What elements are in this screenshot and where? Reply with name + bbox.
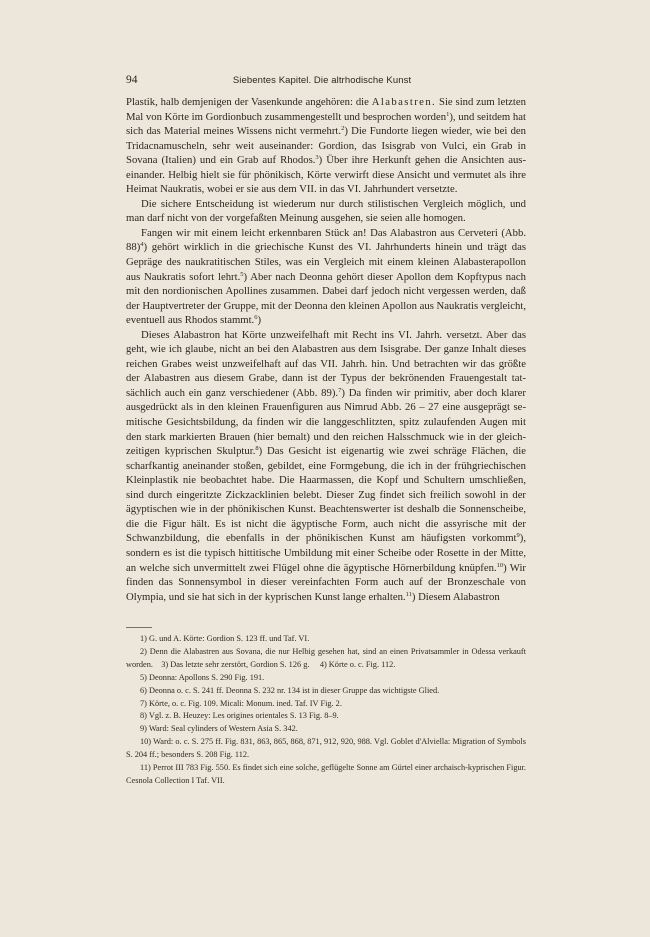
footnote: 10) Ward: o. c. S. 275 ff. Fig. 831, 863, 865, 868, 871, 912, 920, 988. Vgl. Goblet d'Alviella: Migration of Symbols S. 204 ff.; besonders S. 208 Fig. 112. <box>126 737 526 760</box>
footnote: 9) Ward: Seal cylinders of Western Asia S. 342. <box>140 724 298 734</box>
text-run: Fangen wir mit einem leicht erkennbaren Stück an! Das Alabastron aus Cerveteri (Abb. 88) <box>126 226 526 254</box>
page-number: 94 <box>126 74 138 86</box>
footnote: 7) Körte, o. c. Fig. 109. Micali: Monum. ined. Taf. IV Fig. 2. <box>140 698 342 708</box>
emphasized-term: Alabastren. <box>371 96 437 108</box>
footnote-ref: 2 <box>341 125 345 133</box>
text-run: ) Wir finden das Sonnensymbol in dieser vereinfachten Form auch auf der Bronzeschale von Olympia, und sie hat sich in der kyprischen Kunst lange erhalten. <box>126 561 526 603</box>
paragraph <box>126 95 526 197</box>
footnote-ref: 5 <box>240 270 244 278</box>
main-text <box>126 95 526 604</box>
text-run: Plastik, halb demjenigen der Vasenkunde angehören: die <box>126 96 372 108</box>
paragraph: Die sichere Entscheidung ist wiederum nur durch stilistischen Vergleich möglich, und man darf nicht von der vorgefaßten Meinung ausgehen, sie seien alle homogen. <box>126 197 526 225</box>
footnote: 5) Deonna: Apollons S. 290 Fig. 191. <box>140 672 265 682</box>
footnote: 11) Perrot III 783 Fig. 550. Es findet sich eine solche, geflügelte Sonne am Gürtel einer archaisch-kyprischen Figur. Cesnola Collection I Taf. VII. <box>126 763 526 785</box>
footnote-ref: 9 <box>516 532 520 540</box>
footnote-ref: 7 <box>338 386 342 394</box>
running-title: Siebentes Kapitel. Die altrhodische Kunst <box>232 75 412 86</box>
footnote-text: 4) Körte o. c. Fig. 112. <box>319 659 396 669</box>
footnote-ref: 10 <box>496 561 504 569</box>
text-run: ) Über ihre Herkunft gehen die Ansichten auseinander. Helbig hielt sie für phönikisch, Körte verwirft diese Ansicht und vermutet als ihre Heimat Naukratis, wobei er sie aus dem VII. in das VI. Jahrhundert versetzte. <box>126 154 527 196</box>
text-run: ), sondern es ist die typisch hittitische Umbildung mit einer Scheibe oder Rosette in der Mitte, an welche sich unvermittelt zwei Flügel ohne die ägyptische Hörnerbildung knüpfen. <box>126 532 526 574</box>
footnote: 6) Deonna o. c. S. 241 ff. Deonna S. 232 nr. 134 ist in dieser Gruppe das wichtigste Glied. <box>140 685 440 695</box>
footnote-text: 3) Das letzte sehr zerstört, Gordion S. 126 g. <box>161 659 310 669</box>
footnote-ref: 1 <box>446 110 450 118</box>
text-run: ) <box>257 314 262 327</box>
footnote-ref: 3 <box>315 154 319 162</box>
paragraph <box>126 226 526 328</box>
footnote: 1) G. und A. Körte: Gordion S. 123 ff. und Taf. VI. <box>140 634 310 643</box>
text-run: ) Das Gesicht ist eigenartig wie zwei schräge Flächen, die scharfkantig aneinander stoßen, gebildet, eine Formgebung, die ich in der frühgriechischen Kleinplastik nie beobachtet habe. Die Haarmassen, die Kopf und Schultern umschließen, sind durch eingeritzte Zickzacklinien belebt. Dieser Zug findet sich freilich sowohl in der ägyptischen wie in der phönikischen Kunst. Beachtenswerter ist deshalb die Sonnenscheibe, die die Figur hält. Es ist nicht die ägyptische Form, auch nicht die assyrische mit der Schwanzbildung, die ebenfalls in der phönikischen Kunst am häufigsten vorkommt <box>126 445 526 545</box>
footnote-ref: 8 <box>255 445 259 453</box>
text-run: ) Aber nach Deonna gehört dieser Apollon dem Kopftypus nach mit den nordionischen Apollines zusammen. Dabei darf jedoch nicht vergessen werden, daß der Hauptvertreter der Gruppe, mit der Deonna den kleinen Apollon aus Naukratis vergleicht, eventuell aus Rhodos stammt. <box>126 270 526 327</box>
text-run: Dieses Alabastron hat Körte unzweifelhaft mit Recht ins VI. Jahrh. versetzt. Aber das geht, wie ich glaube, nicht an bei den Alabastren aus dem Isisgrabe. Der ganze Inhalt dieses reichen Grabes weist unzweifelhaft auf das VII. Jahrh. hin. Und betrachten wir das größte der Alabastren aus diesem Grabe, dann ist der Typus der bekrönenden Frauengestalt tatsächlich auch ein ganz verschiedener (Abb. 89). <box>126 328 526 399</box>
footnote-ref: 11 <box>405 590 412 598</box>
running-header <box>126 74 518 90</box>
text-run: ) gehört wirklich in die griechische Kunst des VI. Jahrhunderts hinein und trägt das Gepräge des naukratitischen Stiles, was ein Vergleich mit einem kleinen Alabasterapollon aus Naukratis sofort lehrt. <box>126 241 526 283</box>
footnote-ref: 6 <box>254 314 258 322</box>
footnote-text: 2) Denn die Alabastren aus Sovana, die nur Helbig gesehen hat, sind an einen Privatsammler in Odessa verkauft worden. <box>126 646 526 669</box>
footnote <box>126 646 526 672</box>
text-run: ) Diesem Alabastron <box>411 590 500 603</box>
text-run: ) Da finden wir primitiv, aber doch klarer ausgedrückt als in den kleinen Frauenfiguren aus Nimrud Abb. 26 – 27 eine ausgeprägt semitische Gesichtsbildung, da finden wir die langgeschlitzten, spitz zulaufenden Augen mit den stark markierten Brauen (hier bemalt) und den reichen Halsschmuck wie in der gleichzeitigen kyprischen Skulptur. <box>126 386 526 458</box>
footnote: 8) Vgl. z. B. Heuzey: Les origines orientales S. 13 Fig. 8–9. <box>140 711 339 721</box>
text-run: Sie sind zum letzten Mal von Körte im Gordionbuch zusammengestellt und besprochen worden <box>126 96 526 123</box>
footnote-ref: 4 <box>140 241 144 249</box>
footnote-divider <box>126 627 152 628</box>
paragraph <box>126 328 526 604</box>
footnotes <box>126 633 526 788</box>
text-run: ), und seitdem hat sich das Material meines Wissens nicht vermehrt. <box>126 110 526 138</box>
text-run: ) Die Fundorte liegen wieder, wie bei den Tridacnamuscheln, sehr weit auseinander: Gordion, das Isisgrab von Vulci, ein Grab in Sovana (Italien) und ein Grab auf Rhodos. <box>126 125 526 167</box>
